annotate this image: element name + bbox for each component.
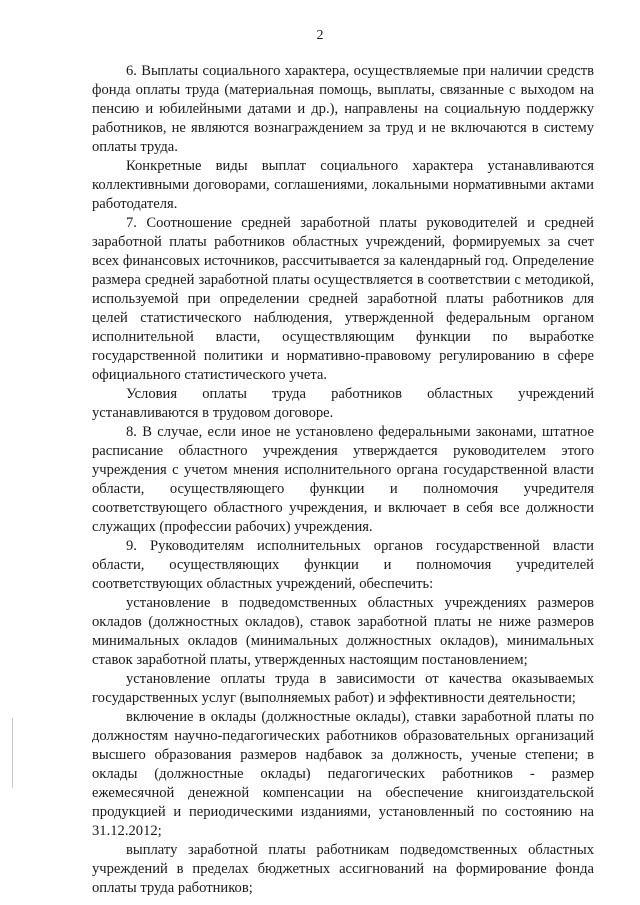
scan-margin-mark [12,718,13,788]
page-number: 2 [316,28,324,43]
paragraph: 8. В случае, если иное не установлено федеральными законами, штатное расписание областного учреждения утверждается руководителем этого учреждения с учетом мнения исполнительного органа государственной власти области, осуществляющего функции и полномочия учредителя соответствующего областного учреждения, и включает в себя все должности служащих (профессии рабочих) учреждения. [92,424,594,535]
paragraph: 6. Выплаты социального характера, осуществляемые при наличии средств фонда оплаты труда (материальная помощь, выплаты, связанные с выходом на пенсию и юбилейными датами и др.), направлены на социальную поддержку работников, не являются вознаграждением за труд и не включаются в систему оплаты труда. [92,63,594,155]
document-body [92,62,594,898]
paragraph: Конкретные виды выплат социального характера устанавливаются коллективными договорами, соглашениями, локальными нормативными актами работодателя. [92,158,594,212]
paragraph: 7. Соотношение средней заработной платы руководителей и средней заработной платы работников областных учреждений, формируемых за счет всех финансовых источников, рассчитывается за календарный год. Определение размера средней заработной платы осуществляется в соответствии с методикой, используемой при определении средней заработной платы работников для целей статистического наблюдения, утвержденной федеральным органом исполнительной власти, осуществляющим функции по выработке государственной политики и нормативно-правовому регулированию в сфере официального статистического учета. [92,215,594,383]
paragraph: выплату заработной платы работникам подведомственных областных учреждений в пределах бюджетных ассигнований на формирование фонда оплаты труда работников; [92,842,594,896]
paragraph: установление оплаты труда в зависимости от качества оказываемых государственных услуг (выполняемых работ) и эффективности деятельности; [92,671,594,706]
paragraph: установление в подведомственных областных учреждениях размеров окладов (должностных окладов), ставок заработной платы не ниже размеров минимальных окладов (минимальных должностных окладов), минимальных ставок заработной платы, утвержденных настоящим постановлением; [92,595,594,668]
paragraph: Условия оплаты труда работников областных учреждений устанавливаются в трудовом договоре. [92,386,594,421]
paragraph: включение в оклады (должностные оклады), ставки заработной платы по должностям научно-педагогических работников образовательных организаций высшего образования размеров надбавок за должность, ученые степени; в оклады (должностные оклады) педагогических работников - размер ежемесячной денежной компенсации на обеспечение книгоиздательской продукцией и периодическими изданиями, установленный по состоянию на 31.12.2012; [92,709,594,839]
paragraph: 9. Руководителям исполнительных органов государственной власти области, осуществляющих функции и полномочия учредителей соответствующих областных учреждений, обеспечить: [92,538,594,592]
